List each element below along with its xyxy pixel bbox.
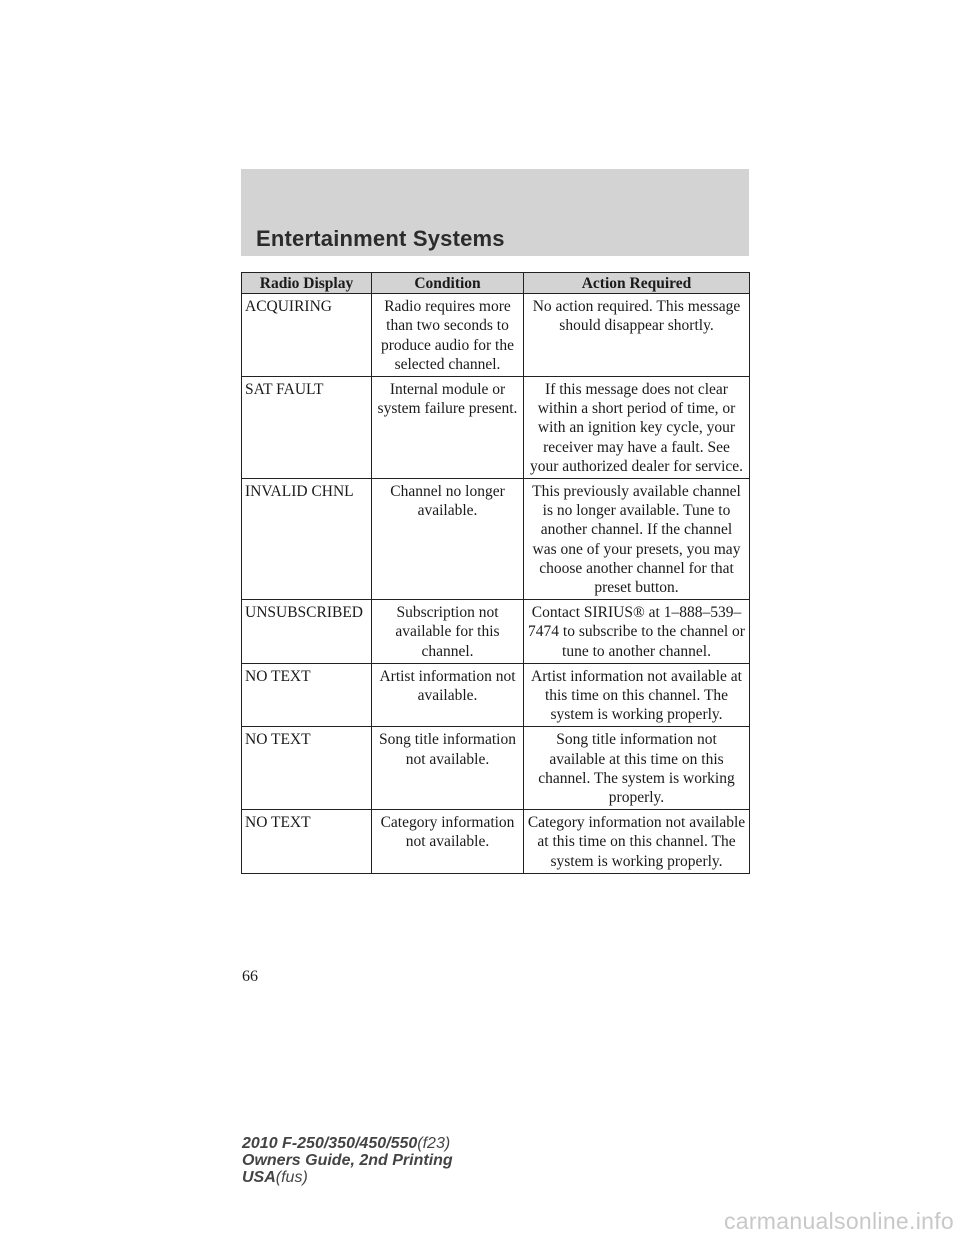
action-cell: No action required. This message should disappear shortly. [524, 294, 750, 377]
action-cell: Song title information not available at this time on this channel. The system is working properly. [524, 727, 750, 810]
footer-region-code: (fus) [275, 1169, 308, 1186]
footer-line-1 [242, 1135, 453, 1152]
watermark: carmanualsonline.info [723, 1208, 954, 1234]
table-row [242, 663, 750, 727]
footer-region: USA [242, 1169, 276, 1186]
header-radio-display: Radio Display [242, 273, 372, 294]
condition-cell: Radio requires more than two seconds to produce audio for the selected channel. [372, 294, 524, 377]
radio-display-cell: UNSUBSCRIBED [242, 600, 372, 664]
table-row [242, 377, 750, 479]
table-row [242, 600, 750, 664]
radio-display-cell: INVALID CHNL [242, 479, 372, 600]
radio-display-cell: ACQUIRING [242, 294, 372, 377]
action-cell: Artist information not available at this time on this channel. The system is working properly. [524, 663, 750, 727]
table-row [242, 810, 750, 874]
table-row [242, 727, 750, 810]
radio-display-cell: NO TEXT [242, 727, 372, 810]
condition-cell: Artist information not available. [372, 663, 524, 727]
condition-cell: Internal module or system failure present. [372, 377, 524, 479]
action-cell: If this message does not clear within a short period of time, or with an ignition key cycle, your receiver may have a fault. See your authorized dealer for service. [524, 377, 750, 479]
condition-cell: Category information not available. [372, 810, 524, 874]
radio-display-cell: SAT FAULT [242, 377, 372, 479]
action-cell: This previously available channel is no longer available. Tune to another channel. If the channel was one of your presets, you may choose another channel for that preset button. [524, 479, 750, 600]
section-title: Entertainment Systems [256, 226, 505, 251]
header-action-required: Action Required [524, 273, 750, 294]
header-condition: Condition [372, 273, 524, 294]
footer-model: 2010 F-250/350/450/550 [242, 1135, 418, 1152]
condition-cell: Song title information not available. [372, 727, 524, 810]
print-footer [242, 1135, 453, 1186]
action-cell: Category information not available at this time on this channel. The system is working properly. [524, 810, 750, 874]
page-number: 66 [242, 968, 258, 985]
condition-cell: Channel no longer available. [372, 479, 524, 600]
section-header [241, 169, 749, 256]
radio-display-cell: NO TEXT [242, 810, 372, 874]
condition-cell: Subscription not available for this channel. [372, 600, 524, 664]
table-row [242, 294, 750, 377]
action-cell: Contact SIRIUS® at 1–888–539–7474 to subscribe to the channel or tune to another channel. [524, 600, 750, 664]
footer-model-code: (f23) [417, 1135, 451, 1152]
table-row [242, 479, 750, 600]
radio-display-table [241, 272, 750, 874]
footer-line-3 [242, 1169, 453, 1186]
footer-line-2: Owners Guide, 2nd Printing [242, 1152, 453, 1169]
table-header-row [242, 273, 750, 294]
radio-display-cell: NO TEXT [242, 663, 372, 727]
